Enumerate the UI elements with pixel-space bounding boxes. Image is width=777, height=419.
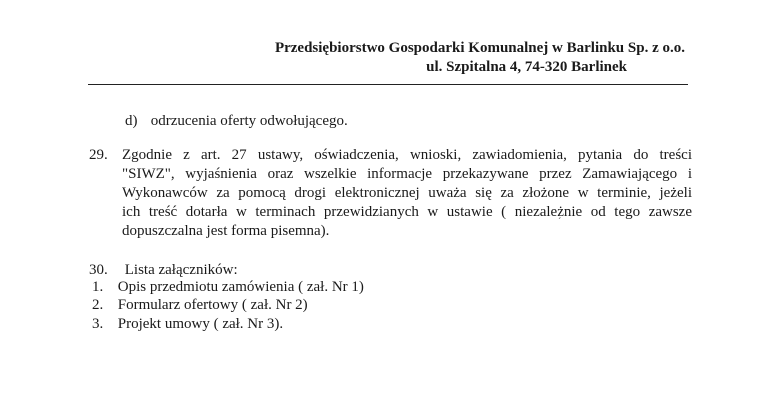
attachment-text: Projekt umowy ( zał. Nr 3). xyxy=(117,316,284,332)
scan-speck-mark: ˊ xyxy=(558,217,562,228)
section-30-title: Lista załączników: xyxy=(124,262,238,278)
attachment-number: 1. xyxy=(92,279,104,295)
list-item-d xyxy=(125,112,348,131)
company-name: Przedsiębiorstwo Gospodarki Komunalnej w Barlinku Sp. z o.o. xyxy=(274,40,685,56)
attachment-text: Opis przedmiotu zamówienia ( zał. Nr 1) xyxy=(117,279,364,295)
section-29-line: Zgodnie z art. 27 ustawy, oświadczenia, wnioski, zawiadomienia, pytania do treści xyxy=(122,147,692,163)
item-d-text: odrzucenia oferty odwołującego. xyxy=(150,113,348,129)
attachment-item xyxy=(92,278,364,297)
company-address: ul. Szpitalna 4, 74-320 Barlinek xyxy=(426,59,627,75)
item-d-label: d) xyxy=(125,113,138,129)
attachment-item xyxy=(92,315,283,334)
section-29-line: dopuszczalna jest forma pisemna). xyxy=(122,223,330,239)
attachment-item xyxy=(92,296,308,315)
section-29-line: Wykonawców za pomocą drogi elektronicznej uważa się za złożone w terminie, jeżeli xyxy=(122,185,692,201)
header-divider xyxy=(88,84,688,85)
section-29-line: ich treść dotarła w terminach przewidzianych w ustawie ( niezależnie od tego zawsze xyxy=(122,204,692,220)
section-29-body xyxy=(122,146,692,241)
attachment-number: 3. xyxy=(92,316,104,332)
section-30-number: 30. xyxy=(89,262,108,278)
attachment-number: 2. xyxy=(92,297,104,313)
attachment-text: Formularz ofertowy ( zał. Nr 2) xyxy=(117,297,308,313)
section-29-line: "SIWZ", wyjaśnienia oraz wszelkie informacje przekazywane przez Zamawiającego i xyxy=(122,166,692,182)
section-29-number: 29. xyxy=(89,147,108,163)
